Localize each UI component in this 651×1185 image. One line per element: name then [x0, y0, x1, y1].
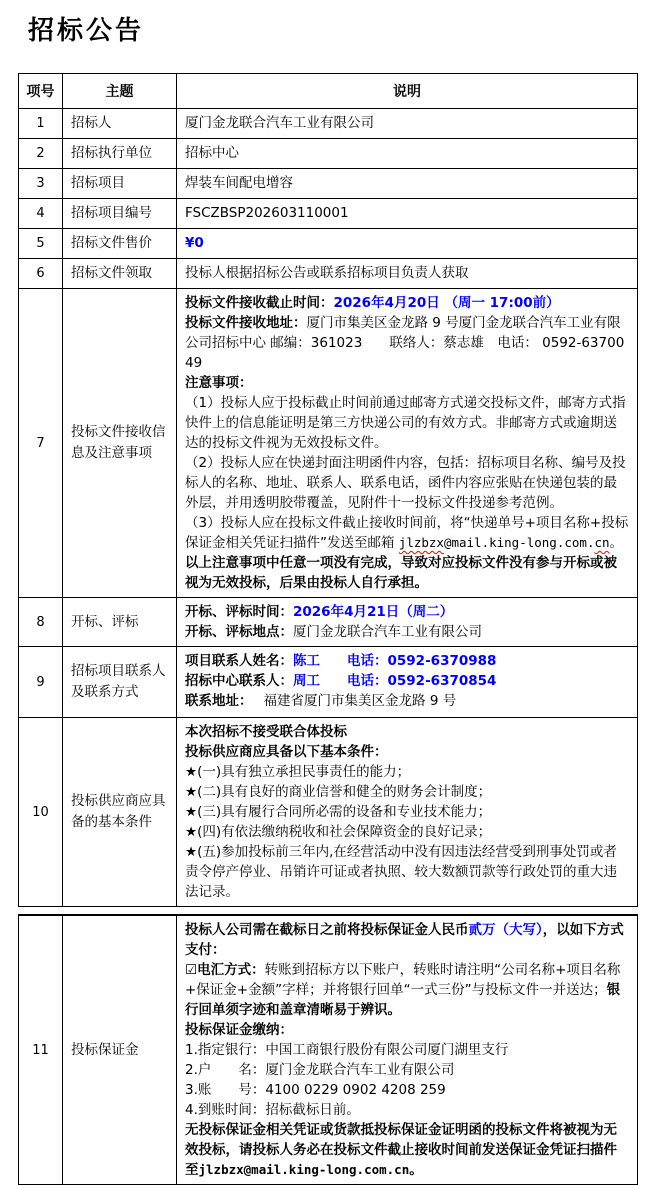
- topic-cell: 招标文件售价: [63, 229, 177, 259]
- desc-line: [185, 313, 629, 373]
- text-segment: ★(二)具有良好的商业信誉和健全的财务会计制度；: [185, 784, 492, 800]
- text-segment: 周工: [293, 673, 320, 689]
- text-segment: 1.指定银行：中国工商银行股份有限公司厦门湖里支行: [185, 1042, 509, 1058]
- text-segment: 2.户 名：厦门金龙联合汽车工业有限公司: [185, 1062, 455, 1078]
- desc-line: [185, 233, 629, 253]
- desc-line: [185, 293, 629, 313]
- desc-line: [185, 651, 629, 671]
- email-text: @mail.king-long.com.: [443, 535, 595, 550]
- desc-line: [185, 802, 629, 822]
- description-cell: [177, 647, 638, 718]
- text-segment: 福建省厦门市集美区金龙路 9 号: [245, 693, 457, 709]
- text-segment: 投标保证金缴纳：: [185, 1022, 293, 1038]
- text-segment: ★(五)参加投标前三年内,在经营活动中没有因违法经营受到刑事处罚或者责令停产停业、吊销许可证或者执照、较大数额罚款等行政处罚的重大违法记录。: [185, 844, 617, 900]
- desc-line: [185, 742, 629, 762]
- item-number-cell: 2: [19, 139, 63, 169]
- text-segment: 投标文件接收截止时间：: [185, 295, 334, 311]
- text-segment: 招标中心联系人：: [185, 673, 293, 689]
- item-number-cell: 11: [19, 915, 63, 1185]
- desc-line: [185, 1060, 629, 1080]
- text-segment: 开标、评标时间：: [185, 604, 293, 620]
- table-row-7: [19, 289, 638, 598]
- table-row-4: [19, 199, 638, 229]
- text-segment: FSCZBSP202603110001: [185, 205, 349, 221]
- text-segment: （2）投标人应在快递封面注明函件内容，包括：招标项目名称、编号及投标人的名称、地址、联系人、联系电话，函件内容应张贴在快递包装的最外层，并用透明胶带覆盖，见附件十一投标文件投递参考范例。: [185, 455, 626, 511]
- item-number-cell: 8: [19, 598, 63, 647]
- text-segment: 4.到账时间：招标截标日前。: [185, 1102, 360, 1118]
- desc-line: [185, 602, 629, 622]
- text-segment: 无投标保证金相关凭证或货款抵投标保证金证明函的投标文件将被视为无效投标，请投标人务必在投标文件截止接收时间前发送保证金凭证扫描件至: [185, 1122, 617, 1178]
- item-number-cell: 7: [19, 289, 63, 598]
- text-segment: 本次招标不接受联合体投标: [185, 724, 347, 740]
- text-segment: ★(一)具有独立承担民事责任的能力；: [185, 764, 411, 780]
- text-segment: 厦门市集美区金龙路 9 号厦门金龙联合汽车工业有限公司招标中心 邮编：361023 联络人：蔡志雄 电话： 0592-6370049: [185, 315, 625, 371]
- desc-line: [185, 553, 629, 593]
- description-cell: [177, 259, 638, 289]
- topic-cell: 招标项目编号: [63, 199, 177, 229]
- email-text: jlzbzx@mail.king-long.com.cn: [198, 1162, 410, 1177]
- topic-cell: 招标文件领取: [63, 259, 177, 289]
- description-cell: [177, 598, 638, 647]
- desc-line: [185, 453, 629, 513]
- description-cell: [177, 229, 638, 259]
- text-segment: 陈工: [293, 653, 320, 669]
- topic-cell: 招标执行单位: [63, 139, 177, 169]
- text-segment: 投标文件接收地址：: [185, 315, 307, 331]
- item-number-cell: 10: [19, 718, 63, 907]
- text-segment: [320, 673, 347, 689]
- item-number-cell: 9: [19, 647, 63, 718]
- topic-cell: 投标保证金: [63, 915, 177, 1185]
- description-cell: [177, 139, 638, 169]
- desc-line: [185, 671, 629, 691]
- text-segment: ★(三)具有履行合同所必需的设备和专业技术能力；: [185, 804, 492, 820]
- table-row-10: [19, 718, 638, 907]
- topic-cell: 投标文件接收信息及注意事项: [63, 289, 177, 598]
- description-cell: [177, 199, 638, 229]
- text-segment: 电汇方式：: [197, 962, 265, 978]
- text-segment: 。: [409, 1162, 423, 1178]
- table-header-row: [19, 74, 638, 109]
- email-text: cn: [594, 535, 610, 550]
- tender-info-table: [18, 73, 638, 907]
- text-segment: 项目联系人姓名：: [185, 653, 293, 669]
- text-segment: 开标、评标地点：: [185, 624, 293, 640]
- desc-line: [185, 782, 629, 802]
- header-topic: 主题: [63, 74, 177, 109]
- text-segment: 。: [609, 535, 624, 551]
- table-row-11: [19, 915, 638, 1185]
- text-segment: （1）投标人应于投标截止时间前通过邮寄方式递交投标文件，邮寄方式指快件上的信息能证明是第三方快递公司的有效方式。非邮寄方式或逾期送达的投标文件视为无效投标文件。: [185, 395, 626, 451]
- description-cell: [177, 169, 638, 199]
- header-item-number: 项号: [19, 74, 63, 109]
- desc-line: [185, 722, 629, 742]
- text-segment: 电话：0592-6370988: [347, 653, 497, 669]
- item-number-cell: 1: [19, 109, 63, 139]
- desc-line: [185, 1120, 629, 1180]
- text-segment: 厦门金龙联合汽车工业有限公司: [293, 624, 482, 640]
- description-cell: [177, 289, 638, 598]
- desc-line: [185, 762, 629, 782]
- desc-line: [185, 960, 629, 1020]
- text-segment: 投标供应商应具备以下基本条件：: [185, 744, 388, 760]
- desc-line: [185, 203, 629, 223]
- item-number-cell: 3: [19, 169, 63, 199]
- text-segment: ，以如下方式支付：: [185, 922, 624, 958]
- text-segment: 招标中心: [185, 145, 239, 161]
- desc-line: [185, 373, 629, 393]
- desc-line: [185, 691, 629, 711]
- desc-line: [185, 1020, 629, 1040]
- table-row-1: [19, 109, 638, 139]
- text-segment: [320, 653, 347, 669]
- description-cell: [177, 915, 638, 1185]
- tender-announcement-page: [0, 10, 651, 1178]
- desc-line: [185, 1080, 629, 1100]
- text-segment: 焊装车间配电增容: [185, 175, 293, 191]
- text-segment: 2026年4月21日（周二）: [293, 604, 454, 620]
- item-number-cell: 6: [19, 259, 63, 289]
- text-segment: 联系地址：: [185, 693, 246, 709]
- text-segment: 电话：0592-6370854: [347, 673, 497, 689]
- table-row-8: [19, 598, 638, 647]
- text-segment: 转账到招标方以下账户，转账时请注明“公司名称+项目名称+保证金+金额”字样；并将银行回单“一式三份”与投标文件一并送达；: [185, 962, 621, 998]
- bid-deposit-table: [18, 914, 638, 1185]
- desc-line: [185, 822, 629, 842]
- table-row-6: [19, 259, 638, 289]
- desc-line: [185, 513, 629, 553]
- item-number-cell: 4: [19, 199, 63, 229]
- topic-cell: 投标供应商应具备的基本条件: [63, 718, 177, 907]
- page-title: 招标公告: [28, 16, 145, 46]
- desc-line: [185, 393, 629, 453]
- desc-line: [185, 1040, 629, 1060]
- topic-cell: 招标人: [63, 109, 177, 139]
- text-segment: 投标人公司需在截标日之前将投标保证金人民币: [185, 922, 469, 938]
- item-number-cell: 5: [19, 229, 63, 259]
- topic-cell: 开标、评标: [63, 598, 177, 647]
- text-segment: ¥0: [185, 235, 204, 251]
- email-text: jlzbzx: [398, 535, 444, 550]
- table-row-5: [19, 229, 638, 259]
- text-segment: 贰万（大写）: [468, 922, 543, 938]
- description-cell: [177, 109, 638, 139]
- desc-line: [185, 622, 629, 642]
- topic-cell: 招标项目联系人及联系方式: [63, 647, 177, 718]
- topic-cell: 招标项目: [63, 169, 177, 199]
- desc-line: [185, 173, 629, 193]
- description-cell: [177, 718, 638, 907]
- text-segment: （3）投标人应在投标文件截止接收时间前，将“快递单号+项目名称+投标保证金相关凭证扫描件”发送至邮箱: [185, 515, 629, 551]
- table-row-2: [19, 139, 638, 169]
- text-segment: 以上注意事项中任意一项没有完成，导致对应投标文件没有参与开标或被视为无效投标，后果由投标人自行承担。: [185, 555, 617, 591]
- desc-line: [185, 263, 629, 283]
- header-description: 说明: [177, 74, 638, 109]
- text-segment: 投标人根据招标公告或联系招标项目负责人获取: [185, 265, 469, 281]
- desc-line: [185, 143, 629, 163]
- desc-line: [185, 920, 629, 960]
- text-segment: 银行回单须字迹和盖章清晰易于辨识。: [185, 982, 621, 1018]
- desc-line: [185, 842, 629, 902]
- desc-line: [185, 1100, 629, 1120]
- text-segment: ☑: [185, 962, 198, 978]
- text-segment: 注意事项：: [185, 375, 253, 391]
- desc-line: [185, 113, 629, 133]
- text-segment: 3.账 号：4100 0229 0902 4208 259: [185, 1082, 446, 1098]
- text-segment: ★(四)有依法缴纳税收和社会保障资金的良好记录；: [185, 824, 492, 840]
- text-segment: 厦门金龙联合汽车工业有限公司: [185, 115, 374, 131]
- table-row-9: [19, 647, 638, 718]
- table-row-3: [19, 169, 638, 199]
- text-segment: 2026年4月20日 （周一 17:00前）: [333, 295, 560, 311]
